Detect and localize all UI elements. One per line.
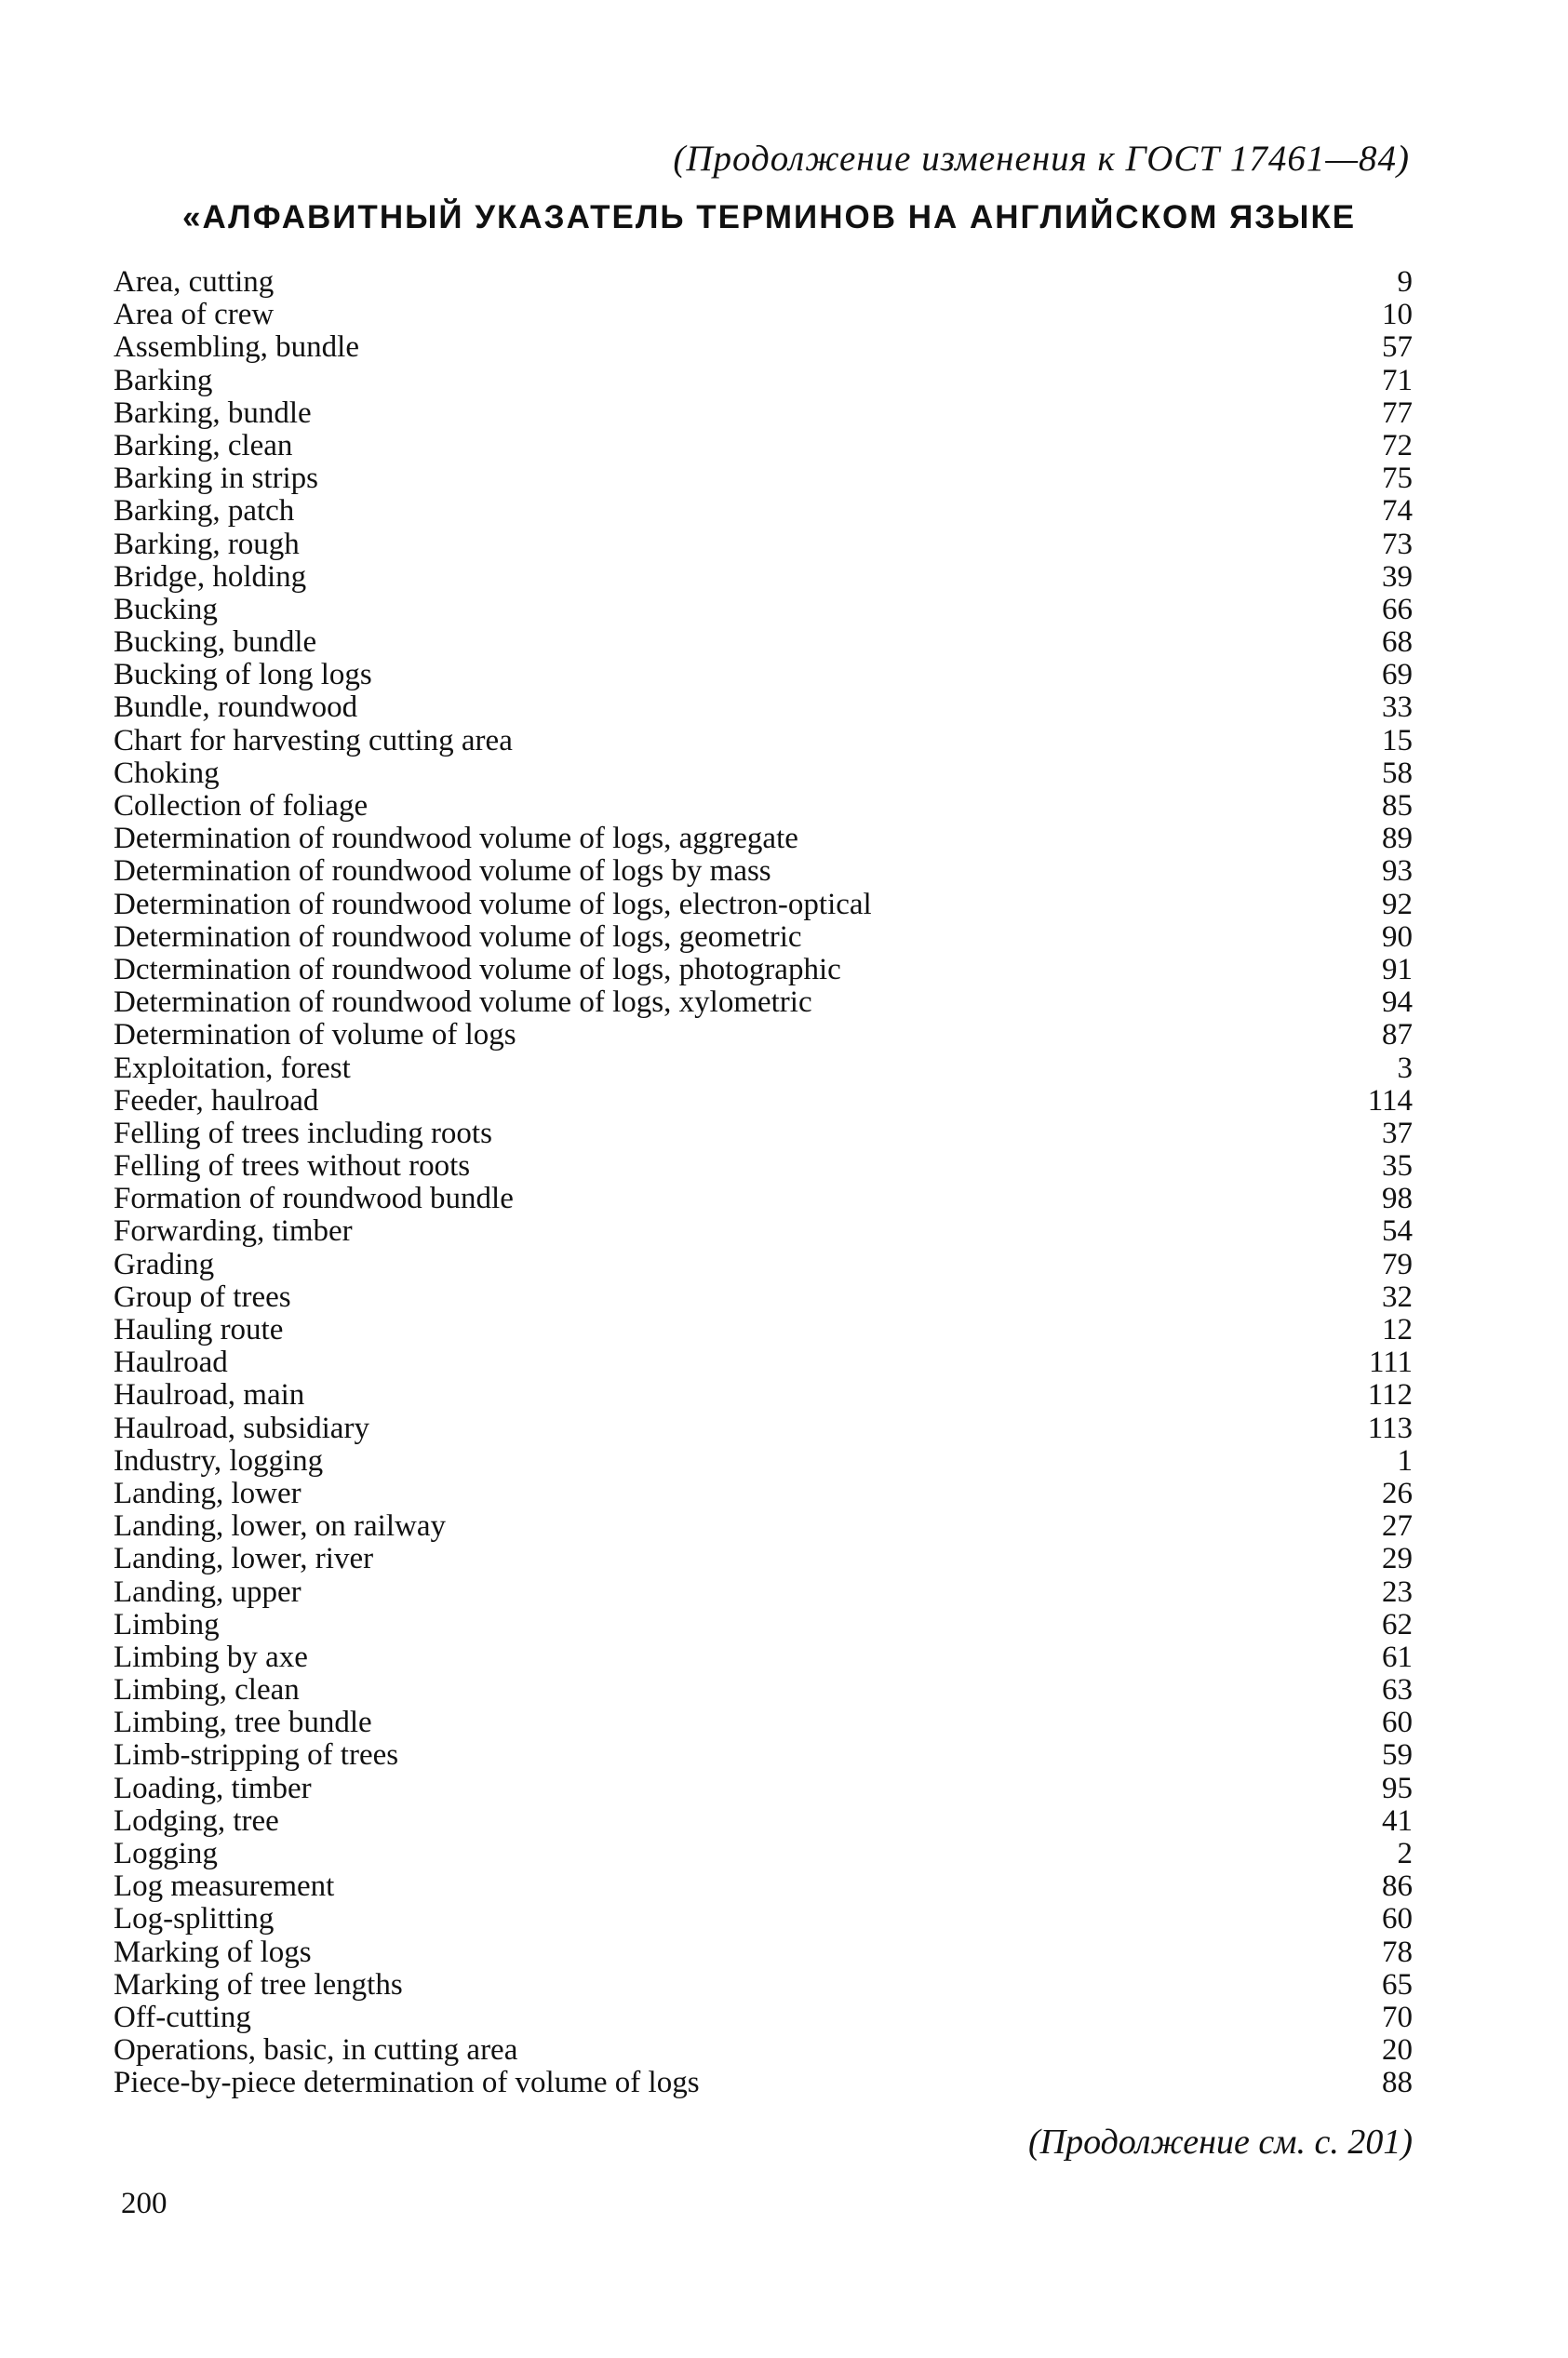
index-term: Landing, lower, on railway [114, 1509, 446, 1544]
index-term: Area of crew [114, 298, 275, 332]
index-term: Bucking, bundle [114, 625, 317, 660]
index-page-number: 72 [1382, 428, 1413, 462]
index-page-number: 68 [1382, 625, 1413, 660]
index-term: Haulroad, subsidiary [114, 1411, 369, 1445]
term-index-list [114, 266, 1413, 2100]
index-term: Feeder, haulroad [114, 1083, 319, 1118]
index-entry [114, 1052, 1413, 1085]
index-term: Haulroad [114, 1346, 228, 1380]
index-entry [114, 986, 1413, 1019]
index-page-number: 94 [1382, 985, 1413, 1020]
index-page-number: 111 [1368, 1346, 1413, 1380]
index-page-number: 39 [1382, 559, 1413, 594]
page-number: 200 [121, 2187, 168, 2220]
index-term: Limbing, clean [114, 1673, 300, 1708]
index-page-number: 89 [1382, 822, 1413, 856]
index-term: Bucking of long logs [114, 658, 372, 692]
index-entry [114, 397, 1413, 430]
index-page-number: 3 [1397, 1051, 1413, 1085]
index-term: Limbing by axe [114, 1640, 308, 1674]
index-entry [114, 921, 1413, 954]
index-term: Off-cutting [114, 2000, 251, 2034]
index-term: Limbing [114, 1607, 220, 1641]
index-page-number: 26 [1382, 1476, 1413, 1510]
index-page-number: 77 [1382, 395, 1413, 430]
index-term: Loading, timber [114, 1771, 312, 1805]
index-term: Determination of volume of logs [114, 1018, 516, 1052]
index-entry [114, 1118, 1413, 1150]
index-entry [114, 266, 1413, 299]
index-page-number: 113 [1367, 1411, 1413, 1445]
index-page-number: 114 [1367, 1083, 1413, 1118]
index-term: Marking of logs [114, 1935, 312, 1969]
index-entry [114, 1314, 1413, 1346]
index-page-number: 35 [1382, 1149, 1413, 1184]
index-term: Grading [114, 1247, 215, 1281]
index-page-number: 70 [1382, 2000, 1413, 2034]
index-term: Determination of roundwood volume of logs by mass [114, 854, 771, 889]
index-term: Determination of roundwood volume of logs, aggregate [114, 822, 798, 856]
index-page-number: 65 [1382, 1967, 1413, 2002]
index-entry [114, 725, 1413, 757]
index-term: Haulroad, main [114, 1378, 305, 1413]
index-page-number: 54 [1382, 1214, 1413, 1249]
index-entry [114, 1773, 1413, 1805]
index-page-number: 79 [1382, 1247, 1413, 1281]
index-entry [114, 954, 1413, 986]
index-entry [114, 1805, 1413, 1838]
index-page-number: 60 [1382, 1706, 1413, 1740]
index-page-number: 12 [1382, 1313, 1413, 1346]
index-entry [114, 299, 1413, 331]
index-entry [114, 2002, 1413, 2034]
index-entry [114, 1609, 1413, 1641]
index-page-number: 73 [1382, 527, 1413, 561]
index-page-number: 112 [1367, 1378, 1413, 1413]
index-term: Assembling, bundle [114, 330, 359, 365]
index-entry [114, 1281, 1413, 1314]
index-entry [114, 1641, 1413, 1674]
index-term: Forwarding, timber [114, 1214, 353, 1249]
index-page-number: 60 [1382, 1902, 1413, 1936]
index-term: Log-splitting [114, 1902, 275, 1936]
index-page-number: 71 [1382, 363, 1413, 397]
index-term: Group of trees [114, 1279, 291, 1314]
index-page-number: 92 [1382, 887, 1413, 921]
index-term: Bridge, holding [114, 559, 307, 594]
index-term: Lodging, tree [114, 1803, 279, 1838]
index-entry [114, 1085, 1413, 1118]
index-term: Industry, logging [114, 1443, 324, 1478]
index-term: Chart for harvesting cutting area [114, 723, 513, 757]
index-entry [114, 757, 1413, 790]
index-term: Bucking [114, 592, 218, 626]
index-entry [114, 691, 1413, 724]
index-entry [114, 1215, 1413, 1248]
index-term: Marking of tree lengths [114, 1967, 403, 2002]
index-entry [114, 462, 1413, 495]
index-term: Exploitation, forest [114, 1051, 351, 1085]
index-term: Limb-stripping of trees [114, 1738, 399, 1773]
index-page-number: 75 [1382, 462, 1413, 496]
index-entry [114, 889, 1413, 921]
index-term: Hauling route [114, 1313, 284, 1346]
index-entry [114, 1510, 1413, 1543]
index-entry [114, 1903, 1413, 1936]
index-page-number: 37 [1382, 1116, 1413, 1150]
index-entry [114, 1674, 1413, 1707]
index-term: Landing, upper [114, 1574, 302, 1609]
index-page-number: 29 [1382, 1542, 1413, 1576]
index-entry [114, 1543, 1413, 1575]
index-entry [114, 855, 1413, 888]
index-entry [114, 430, 1413, 462]
index-term: Determination of roundwood volume of logs, electron-optical [114, 887, 872, 921]
index-term: Barking, clean [114, 428, 293, 462]
index-entry [114, 1249, 1413, 1281]
index-page-number: 59 [1382, 1738, 1413, 1773]
index-term: Barking, patch [114, 494, 295, 529]
index-term: Landing, lower [114, 1476, 302, 1510]
index-term: Determination of roundwood volume of logs, geometric [114, 919, 802, 954]
index-entry [114, 2067, 1413, 2099]
index-page-number: 78 [1382, 1935, 1413, 1969]
index-page-number: 86 [1382, 1869, 1413, 1904]
index-page-number: 2 [1397, 1837, 1413, 1870]
index-term: Barking [114, 363, 213, 397]
index-term: Operations, basic, in cutting area [114, 2033, 518, 2068]
index-page-number: 61 [1382, 1640, 1413, 1674]
index-entry [114, 1346, 1413, 1379]
index-page-number: 98 [1382, 1182, 1413, 1216]
index-term: Log measurement [114, 1869, 335, 1904]
index-page-number: 69 [1382, 658, 1413, 692]
continuation-header: (Продолжение изменения к ГОСТ 17461—84) [673, 139, 1410, 179]
index-page-number: 93 [1382, 854, 1413, 889]
index-page-number: 10 [1382, 298, 1413, 332]
index-entry [114, 1936, 1413, 1969]
index-page-number: 27 [1382, 1509, 1413, 1544]
index-entry [114, 331, 1413, 364]
index-page-number: 9 [1397, 265, 1413, 299]
index-entry [114, 594, 1413, 626]
index-page-number: 20 [1382, 2033, 1413, 2068]
index-entry [114, 1379, 1413, 1412]
index-page-number: 58 [1382, 756, 1413, 790]
index-page-number: 23 [1382, 1574, 1413, 1609]
index-page-number: 88 [1382, 2066, 1413, 2100]
index-page-number: 66 [1382, 592, 1413, 626]
index-page-number: 41 [1382, 1803, 1413, 1838]
index-term: Landing, lower, river [114, 1542, 374, 1576]
index-term: Barking, rough [114, 527, 300, 561]
index-term: Determination of roundwood volume of logs, xylometric [114, 985, 812, 1020]
index-entry [114, 2034, 1413, 2067]
index-entry [114, 823, 1413, 855]
index-entry [114, 626, 1413, 659]
index-term: Bundle, roundwood [114, 690, 358, 725]
index-entry [114, 1019, 1413, 1052]
index-term: Formation of roundwood bundle [114, 1182, 514, 1216]
index-term: Area, cutting [114, 265, 275, 299]
index-page-number: 15 [1382, 723, 1413, 757]
index-entry [114, 1413, 1413, 1445]
index-page-number: 63 [1382, 1673, 1413, 1708]
index-term: Felling of trees without roots [114, 1149, 471, 1184]
index-page-number: 62 [1382, 1607, 1413, 1641]
index-page-number: 90 [1382, 919, 1413, 954]
index-page-number: 95 [1382, 1771, 1413, 1805]
index-entry [114, 495, 1413, 528]
index-entry [114, 1183, 1413, 1215]
index-entry [114, 1870, 1413, 1903]
index-entry [114, 1969, 1413, 2002]
index-entry [114, 1707, 1413, 1739]
index-term: Choking [114, 756, 220, 790]
index-page-number: 33 [1382, 690, 1413, 725]
index-page-number: 85 [1382, 789, 1413, 823]
continuation-footer: (Продолжение см. с. 201) [1027, 2123, 1413, 2162]
index-term: Barking in strips [114, 462, 318, 496]
index-entry [114, 365, 1413, 397]
index-page-number: 87 [1382, 1018, 1413, 1052]
index-term: Limbing, tree bundle [114, 1706, 372, 1740]
index-entry [114, 1576, 1413, 1609]
index-page-number: 1 [1397, 1443, 1413, 1478]
index-term: Dctermination of roundwood volume of logs, photographic [114, 952, 841, 986]
index-page-number: 57 [1382, 330, 1413, 365]
index-entry [114, 1150, 1413, 1183]
index-entry [114, 1739, 1413, 1772]
index-page-number: 32 [1382, 1279, 1413, 1314]
index-page-number: 91 [1382, 952, 1413, 986]
index-entry [114, 1478, 1413, 1510]
index-page-number: 74 [1382, 494, 1413, 529]
index-entry [114, 529, 1413, 561]
index-entry [114, 1445, 1413, 1478]
index-term: Barking, bundle [114, 395, 312, 430]
index-term: Piece-by-piece determination of volume of logs [114, 2066, 700, 2100]
page-title: «АЛФАВИТНЫЙ УКАЗАТЕЛЬ ТЕРМИНОВ НА АНГЛИЙСКОМ ЯЗЫКЕ [182, 199, 1357, 235]
index-entry [114, 659, 1413, 691]
index-entry [114, 1838, 1413, 1870]
index-term: Felling of trees including roots [114, 1116, 492, 1150]
index-entry [114, 561, 1413, 594]
index-term: Collection of foliage [114, 789, 369, 823]
index-entry [114, 790, 1413, 823]
index-term: Logging [114, 1837, 218, 1870]
